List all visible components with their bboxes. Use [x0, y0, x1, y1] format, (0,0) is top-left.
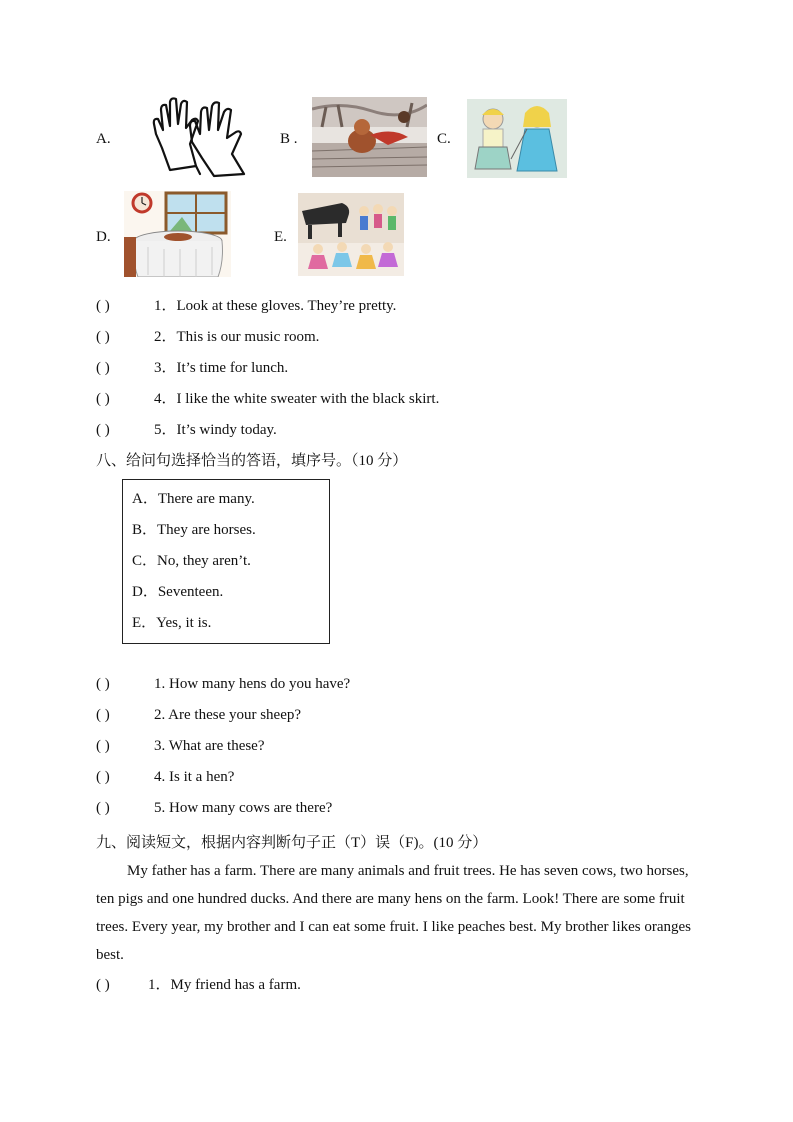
match-item-text: 4．I like the white sweater with the black skirt. [154, 391, 440, 407]
judge-item [96, 973, 301, 994]
question-item [96, 738, 265, 755]
answer-option: B．They are horses. [132, 522, 256, 538]
picture-label-e: E. [274, 229, 287, 245]
windy-day-picture [312, 97, 427, 177]
match-item [96, 387, 439, 408]
girls-clothes-picture [467, 99, 567, 178]
answer-option: E．Yes, it is. [132, 615, 212, 631]
answer-blank[interactable]: ( ) [96, 738, 110, 754]
judge-item-text: 1．My friend has a farm. [148, 977, 301, 993]
answer-blank[interactable]: ( ) [96, 329, 110, 345]
match-item [96, 418, 277, 439]
section-9-title: 九、阅读短文，根据内容判断句子正（T）误（F)。(10 分） [96, 835, 488, 851]
question-item [96, 707, 301, 724]
question-item [96, 676, 350, 693]
picture-label-d: D. [96, 229, 111, 245]
answer-option: D．Seventeen. [132, 584, 224, 600]
question-text: 1. How many hens do you have? [154, 676, 351, 692]
match-item-text: 3．It’s time for lunch. [154, 360, 289, 376]
answer-blank[interactable]: ( ) [96, 676, 110, 692]
answer-blank[interactable]: ( ) [96, 298, 110, 314]
answer-blank[interactable]: ( ) [96, 800, 110, 816]
answer-options-box [122, 479, 330, 644]
answer-blank[interactable]: ( ) [96, 977, 110, 993]
answer-option: C．No, they aren’t. [132, 553, 251, 569]
picture-label-c: C. [437, 131, 451, 147]
question-text: 2. Are these your sheep? [154, 707, 302, 723]
picture-label-b: B . [280, 131, 298, 147]
question-item [96, 769, 234, 786]
question-text: 3. What are these? [154, 738, 265, 754]
answer-blank[interactable]: ( ) [96, 360, 110, 376]
dining-room-picture [124, 191, 231, 277]
reading-passage-text: My father has a farm. There are many animals and fruit trees. He has seven cows, two horses, ten pigs and one hundred ducks. And there are many hens on the farm. Look! There are some fruit trees. Every year, my brother and I can eat some fruit. I like peaches best. My brother likes oranges best. [96, 863, 692, 963]
match-item-text: 5．It’s windy today. [154, 422, 277, 438]
gloves-picture [148, 96, 252, 178]
music-room-picture [298, 193, 404, 276]
section-8-title: 八、给问句选择恰当的答语，填序号。（10 分） [96, 453, 408, 469]
question-item [96, 800, 332, 817]
match-item-text: 1．Look at these gloves. They’re pretty. [154, 298, 397, 314]
match-item [96, 356, 288, 377]
answer-blank[interactable]: ( ) [96, 391, 110, 407]
answer-option: A．There are many. [132, 491, 255, 507]
match-item-text: 2．This is our music room. [154, 329, 320, 345]
question-text: 5. How many cows are there? [154, 800, 333, 816]
match-item [96, 325, 319, 346]
match-item [96, 294, 396, 315]
question-text: 4. Is it a hen? [154, 769, 235, 785]
reading-passage [96, 857, 696, 969]
answer-blank[interactable]: ( ) [96, 422, 110, 438]
answer-blank[interactable]: ( ) [96, 769, 110, 785]
picture-label-a: A. [96, 131, 111, 147]
answer-blank[interactable]: ( ) [96, 707, 110, 723]
